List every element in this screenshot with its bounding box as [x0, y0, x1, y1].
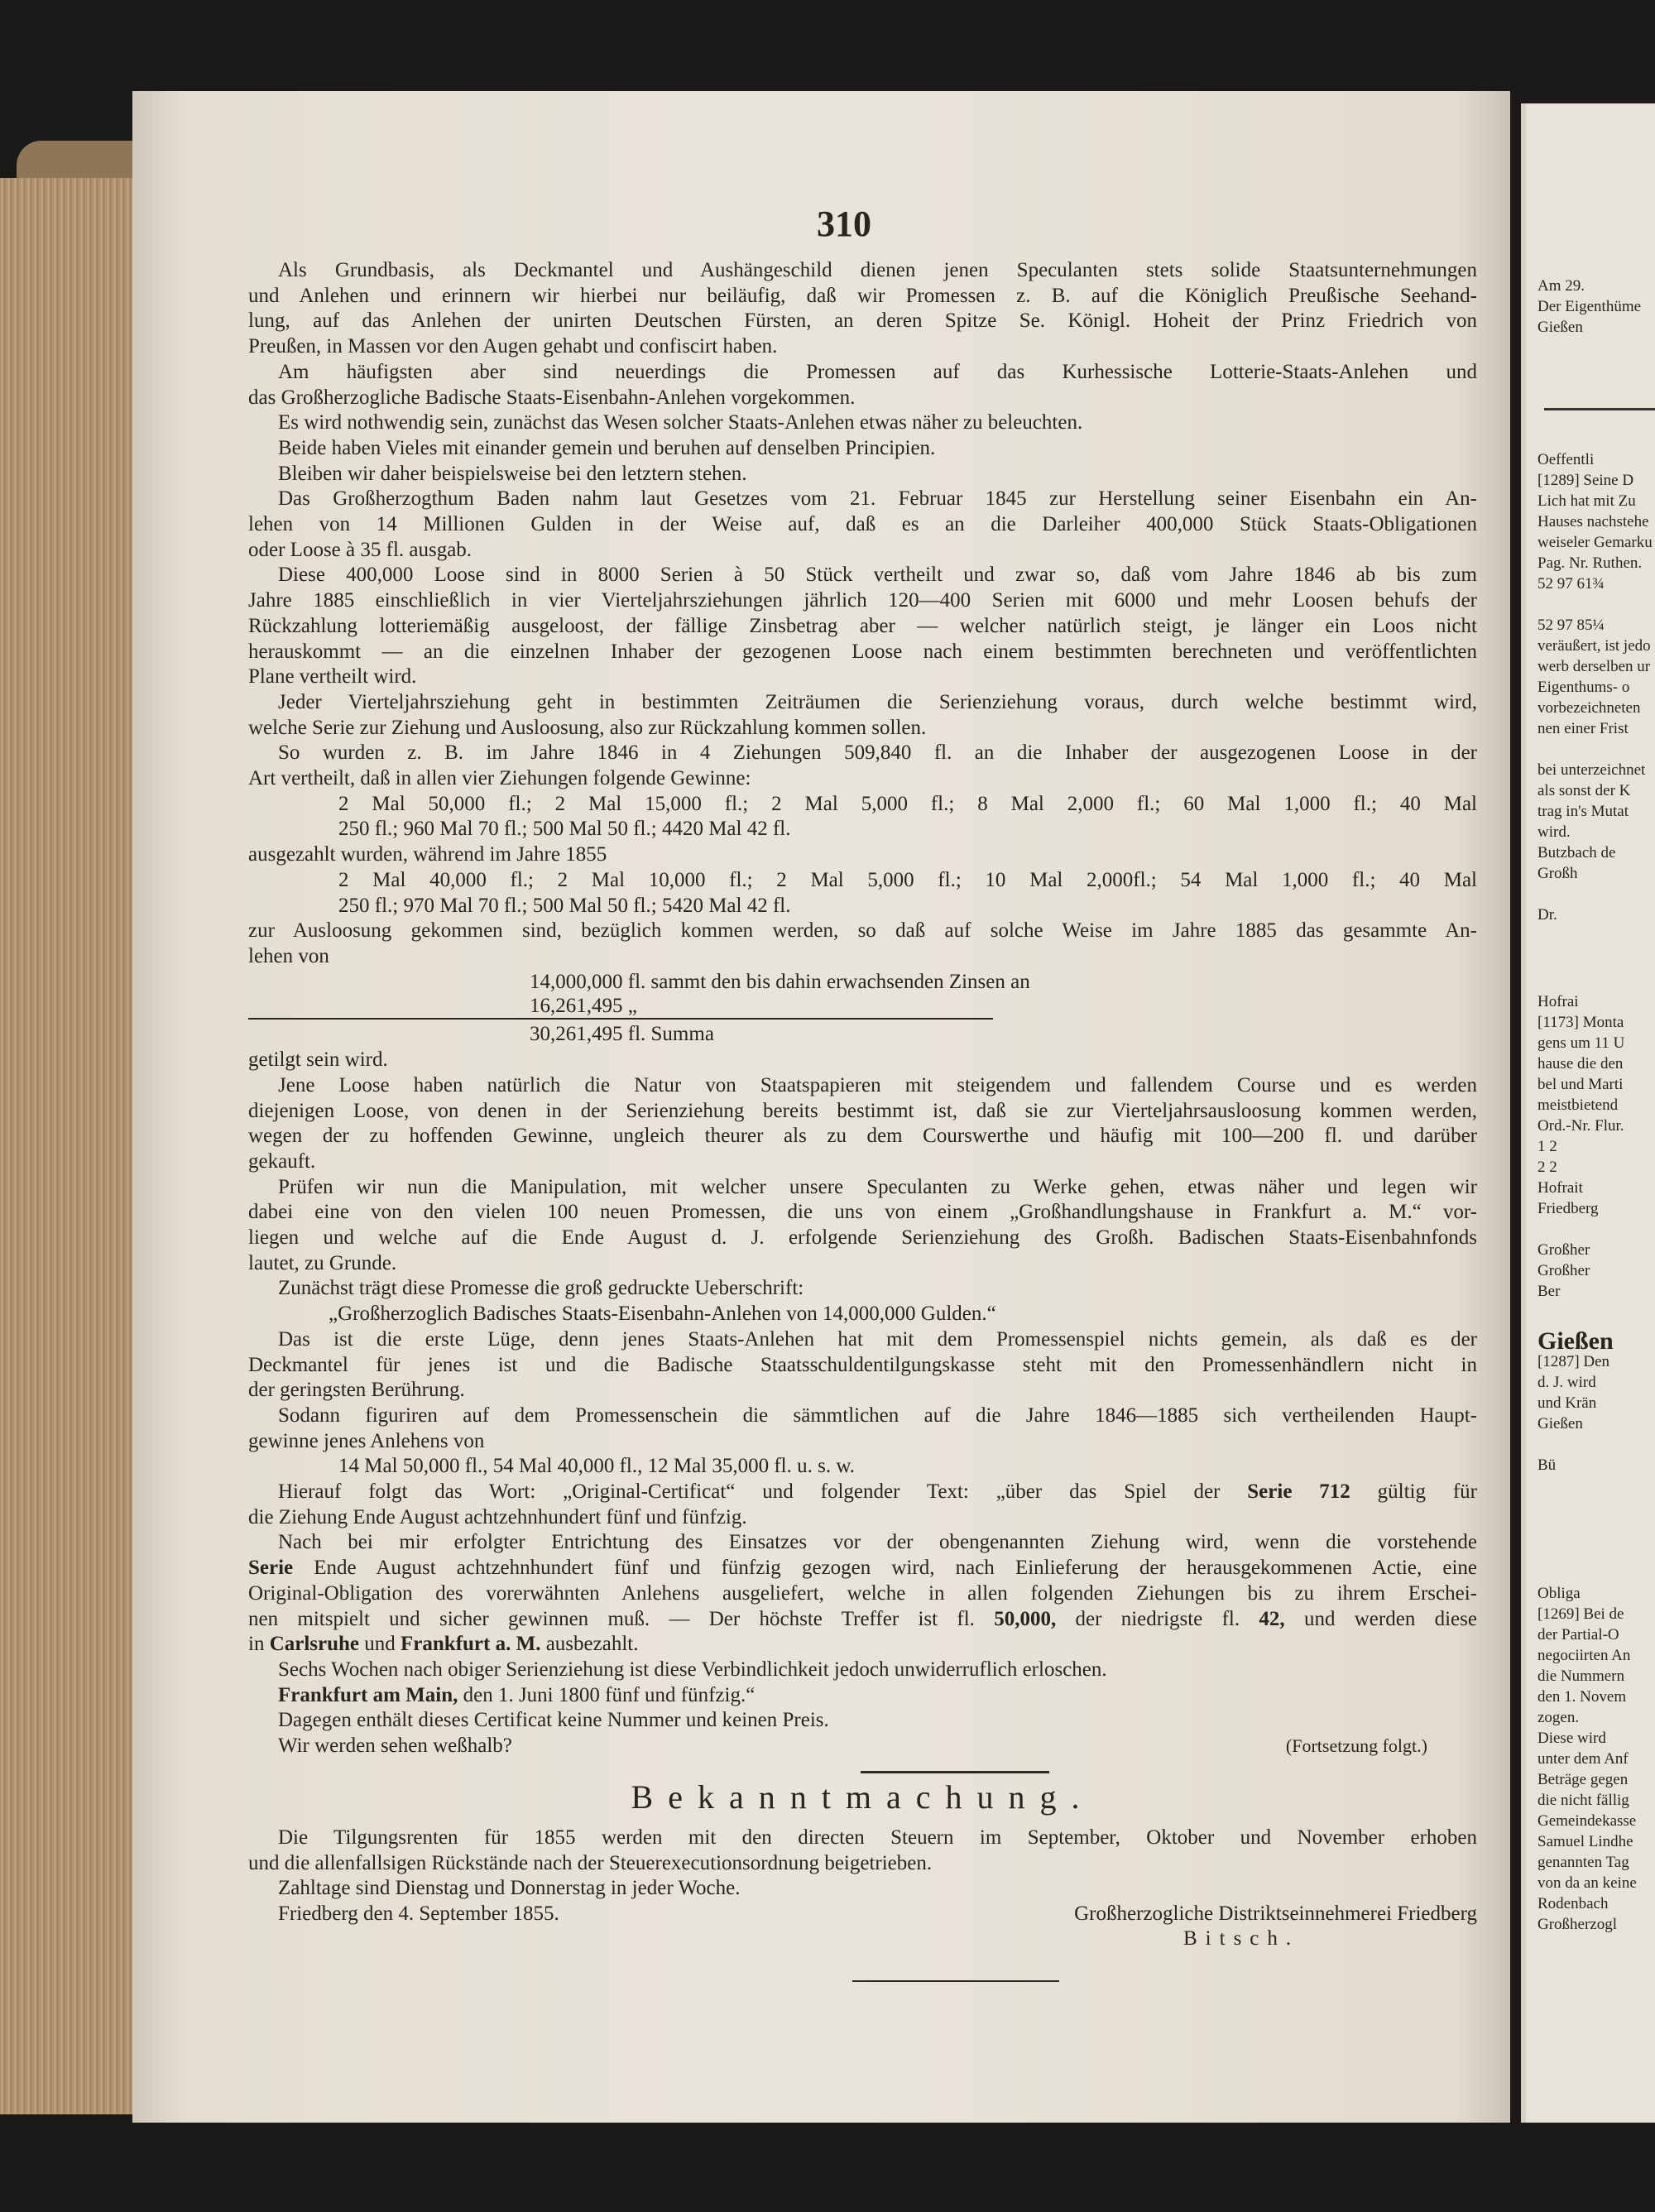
text-line: Dagegen enthält dieses Certificat keine Nummer und keinen Preis. [278, 1709, 829, 1732]
adjacent-page-column [1537, 1583, 1637, 1935]
end-divider [852, 1980, 1059, 1982]
paragraph [248, 1683, 1477, 1709]
text-line: Am häufigsten aber sind neuerdings die Promessen auf das Kurhessische Lotterie-Staats-Anlehen und [278, 360, 1477, 383]
text-line: zur Ausloosung gekommen sind, bezüglich kommen werden, so daß auf solche Weise im Jahre 1885 das gesammte An- [248, 919, 1477, 943]
text-line: Art vertheilt, daß in allen vier Ziehungen folgende Gewinne: [248, 767, 751, 790]
text-run: und [359, 1633, 401, 1656]
text-line: „Großherzoglich Badisches Staats-Eisenbahn-Anlehen von 14,000,000 Gulden.“ [329, 1303, 996, 1326]
adjacent-page-line: weiseler Gemarku [1537, 534, 1653, 551]
text-line: 14 Mal 50,000 fl., 54 Mal 40,000 fl., 12 Mal 35,000 fl. u. s. w. [338, 1455, 856, 1478]
bold-text: Serie 712 [1247, 1480, 1350, 1504]
text-line: gekauft. [248, 1149, 316, 1173]
text-line: 250 fl.; 960 Mal 70 fl.; 500 Mal 50 fl.; 4420 Mal 42 fl. [338, 818, 791, 841]
text-line [248, 1480, 1477, 1505]
notice-line: Die Tilgungsrenten für 1855 werden mit den directen Steuern im September, Oktober und November erhoben [278, 1826, 1477, 1849]
adjacent-page-line: von da an keine [1537, 1874, 1637, 1892]
adjacent-page-line: Am 29. [1537, 277, 1585, 295]
text-line: Zunächst trägt diese Promesse die groß gedruckte Ueberschrift: [278, 1277, 804, 1300]
closing-row [248, 1734, 1477, 1759]
adjacent-page-line: Großherzogl [1537, 1916, 1618, 1933]
text-line: lehen von [248, 944, 329, 967]
text-line: oder Loose à 35 fl. ausgab. [248, 538, 473, 561]
text-line [248, 1632, 1477, 1658]
continuation-note: (Fortsetzung folgt.) [1285, 1735, 1427, 1757]
adjacent-page-line: genannten Tag [1537, 1854, 1629, 1871]
adjacent-page-line: die nicht fällig [1537, 1792, 1629, 1809]
adjacent-page-line: als sonst der K [1537, 782, 1631, 799]
notice-title: Bekanntmachung. [631, 1778, 1095, 1816]
bold-text: 50,000, [994, 1607, 1057, 1630]
text-line [248, 1556, 1477, 1581]
paragraph [248, 1073, 1477, 1175]
bold-text: Serie [248, 1557, 294, 1580]
paragraph [248, 1048, 1477, 1073]
adjacent-page-line: [1289] Seine D [1537, 472, 1634, 489]
adjacent-page-line: Großher [1537, 1262, 1590, 1279]
adjacent-page-line: Obliga [1537, 1585, 1581, 1602]
paragraph [248, 258, 1477, 360]
text-run: nen mitspielt und sicher gewinnen muß. — Der höchste Treffer ist fl. [248, 1607, 995, 1630]
text-line: Bleiben wir daher beispielsweise bei den letztern stehen. [278, 462, 747, 485]
notice-section [248, 1779, 1477, 1952]
adjacent-page-line [1537, 884, 1653, 904]
adjacent-page-line: Dr. [1537, 906, 1557, 924]
adjacent-page-line: Hofrait [1537, 1179, 1583, 1197]
notice-authority: Großherzogliche Distriktseinnehmerei Friedberg [1074, 1902, 1477, 1925]
adjacent-page-line: [1269] Bei de [1537, 1605, 1624, 1623]
adjacent-page-line [1537, 594, 1653, 615]
adjacent-page-line: veräußert, ist jedo [1537, 637, 1651, 655]
adjacent-page-line: Rodenbach [1537, 1895, 1609, 1912]
text-line: die Ziehung Ende August achtzehnhundert fünf und fünfzig. [248, 1505, 747, 1528]
adjacent-page-line [1537, 739, 1653, 760]
text-run: den 1. Juni 1800 fünf und fünfzig.“ [458, 1683, 756, 1706]
paragraph [248, 741, 1477, 791]
text-line: 2 Mal 50,000 fl.; 2 Mal 15,000 fl.; 2 Mal 5,000 fl.; 8 Mal 2,000 fl.; 60 Mal 1,000 fl.; 40 Mal [338, 792, 1477, 815]
text-run: ausbezahlt. [540, 1633, 639, 1656]
text-line: Original-Obligation des vorerwähnten Anlehens ausgeliefert, welche in allen folgenden Ziehungen bis zu ihrem Erschei- [248, 1581, 1477, 1605]
adjacent-page-line: Bü [1537, 1456, 1557, 1474]
paragraph [248, 1302, 1477, 1327]
adjacent-page-column [1537, 276, 1641, 338]
paragraph [248, 690, 1477, 741]
adjacent-page-line: Beträge gegen [1537, 1771, 1629, 1788]
paragraph [248, 360, 1477, 410]
text-line: Deckmantel für jenes ist und die Badische Staatsschuldentilgungskasse steht mit den Promessenhändlern nicht in [248, 1353, 1477, 1376]
text-line: Es wird nothwendig sein, zunächst das Wesen solcher Staats-Anlehen etwas näher zu beleuchten. [278, 411, 1083, 434]
text-line [248, 1607, 1477, 1633]
text-line: gewinne jenes Anlehens von [248, 1429, 485, 1452]
adjacent-page-line: negociirten An [1537, 1647, 1631, 1664]
adjacent-page-line: 52 97 61¾ [1537, 575, 1605, 593]
paragraph [248, 410, 1477, 436]
text-line: der geringsten Berührung. [248, 1379, 465, 1402]
adjacent-page-line: Samuel Lindhe [1537, 1833, 1633, 1850]
text-line: liegen und welche auf die Ende August d. J. erfolgende Serienziehung des Großh. Badischen Staats-Eisenbahnfonds [248, 1226, 1477, 1250]
adjacent-page-line: 52 97 85¼ [1537, 617, 1605, 634]
adjacent-page-line: die Nummern [1537, 1667, 1625, 1685]
adjacent-page-line: 1 2 [1537, 1138, 1557, 1155]
text-line: diejenigen Loose, von denen in der Serienziehung bereits bestimmt ist, daß sie zur Vierteljahrsausloosung kommen werden, [248, 1099, 1477, 1122]
adjacent-page-line: unter dem Anf [1537, 1750, 1629, 1768]
bold-text: 42, [1259, 1607, 1285, 1630]
adjacent-page-line: Ber [1537, 1283, 1561, 1300]
text-line: Sodann figuriren auf dem Promessenschein die sämmtlichen auf die Jahre 1846—1885 sich vertheilenden Haupt- [278, 1403, 1477, 1427]
text-line [248, 1683, 1477, 1709]
paragraph [248, 1530, 1477, 1658]
closing-line: Wir werden sehen weßhalb? [278, 1735, 512, 1758]
notice-line: und die allenfallsigen Rückstände nach der Steuerexecutionsordnung beigetrieben. [248, 1851, 933, 1874]
paragraph [248, 868, 1477, 919]
notice-line: Zahltage sind Dienstag und Donnerstag in jeder Woche. [278, 1877, 741, 1899]
text-line: getilgt sein wird. [248, 1048, 388, 1072]
book-page-edges [0, 178, 137, 2114]
adjacent-page-line: Friedberg [1537, 1200, 1599, 1217]
page-number: 310 [817, 204, 871, 244]
text-line: lautet, zu Grunde. [248, 1251, 397, 1274]
text-line: Jene Loose haben natürlich die Natur von Staatspapieren mit steigendem und fallendem Course und es werden [278, 1073, 1477, 1096]
paragraph [248, 919, 1477, 969]
article-body [248, 258, 1477, 1759]
adjacent-page-line: trag in's Mutat [1537, 803, 1629, 820]
adjacent-page-fragment [1521, 103, 1655, 2123]
adjacent-page-rule [1544, 408, 1655, 410]
adjacent-page-line: vorbezeichneten [1537, 699, 1641, 717]
text-line: Sechs Wochen nach obiger Serienziehung ist diese Verbindlichkeit jedoch unwiderruflich erloschen. [278, 1658, 1107, 1681]
paragraph [248, 1708, 1477, 1734]
adjacent-page-line: der Partial-O [1537, 1626, 1619, 1643]
text-line: Das ist die erste Lüge, denn jenes Staats-Anlehen hat mit dem Promessenspiel nichts gemein, als daß es der [278, 1327, 1477, 1351]
adjacent-page-line: zogen. [1537, 1709, 1580, 1726]
adjacent-page-line [1537, 1219, 1624, 1240]
text-line: herauskommt — an die einzelnen Inhaber der gezogenen Loose nach einem bestimmten berechneten und veröffentlichten [248, 640, 1477, 663]
adjacent-page-line: Pag. Nr. Ruthen. [1537, 554, 1643, 572]
adjacent-page-line: Butzbach de [1537, 844, 1616, 861]
paragraph [248, 1327, 1477, 1403]
adjacent-page-line: [1287] Den [1537, 1353, 1610, 1370]
adjacent-page-line: werb derselben ur [1537, 658, 1651, 675]
text-run: und werden diese [1284, 1607, 1477, 1630]
paragraph [248, 1480, 1477, 1530]
adjacent-page-line: Hauses nachstehe [1537, 513, 1649, 530]
text-line: Prüfen wir nun die Manipulation, mit welcher unsere Speculanten zu Werke gehen, etwas näher und legen wir [278, 1175, 1477, 1198]
text-line: Diese 400,000 Loose sind in 8000 Serien à 50 Stück vertheilt und zwar so, daß vom Jahre 1846 ab bis zum [278, 564, 1477, 587]
paragraph [248, 792, 1477, 842]
text-run: in [248, 1633, 270, 1656]
adjacent-page-column [1537, 449, 1653, 925]
section-divider [861, 1771, 1049, 1773]
text-line: So wurden z. B. im Jahre 1846 in 4 Ziehungen 509,840 fl. an die Inhaber der ausgezogenen Loose in der [278, 741, 1477, 765]
adjacent-page-line: bel und Marti [1537, 1076, 1624, 1093]
text-line: wegen der zu hoffenden Gewinne, ungleich theurer als zu dem Courswerthe und häufig mit 100—200 fl. und darüber [248, 1125, 1477, 1148]
adjacent-page-line: den 1. Novem [1537, 1688, 1627, 1706]
paragraph [248, 1454, 1477, 1480]
adjacent-page-line: Gießen [1537, 1415, 1583, 1432]
text-line: Das Großherzogthum Baden nahm laut Gesetzes vom 21. Februar 1845 zur Herstellung seiner Eisenbahn ein An- [278, 487, 1477, 511]
adjacent-page-line: 2 2 [1537, 1159, 1557, 1176]
text-line: 250 fl.; 970 Mal 70 fl.; 500 Mal 50 fl.; 5420 Mal 42 fl. [338, 894, 791, 917]
adjacent-page-line: d. J. wird [1537, 1374, 1596, 1391]
adjacent-page-line: Gemeindekasse [1537, 1812, 1637, 1830]
adjacent-page-line: wird. [1537, 823, 1571, 841]
text-run: gültig für [1350, 1480, 1477, 1504]
adjacent-page-line: Großh [1537, 865, 1578, 882]
adjacent-page-line: Lich hat mit Zu [1537, 492, 1636, 510]
paragraph [248, 563, 1477, 690]
notice-place-date: Friedberg den 4. September 1855. [278, 1902, 559, 1925]
paragraph [248, 1175, 1477, 1277]
text-run: der niedrigste fl. [1056, 1607, 1259, 1630]
text-run: Hierauf folgt das Wort: „Original-Certificat“ und folgender Text: „über das Spiel der [278, 1480, 1248, 1504]
text-line: Nach bei mir erfolgter Entrichtung des Einsatzes vor der obengenannten Ziehung wird, wenn die vorstehende [278, 1531, 1477, 1554]
text-line: lung, auf das Anlehen der unirten Deutschen Fürsten, an deren Spitze Se. Königl. Hoheit der Prinz Friedrich von [248, 309, 1477, 333]
text-line: Preußen, in Massen vor den Augen gehabt und confiscirt haben. [248, 335, 778, 358]
text-line: welche Serie zur Ziehung und Ausloosung, also zur Rückzahlung kommen sollen. [248, 716, 927, 739]
paragraph [248, 436, 1477, 462]
adjacent-page-line: Gießen [1537, 319, 1583, 336]
adjacent-page-line: Ord.-Nr. Flur. [1537, 1117, 1624, 1135]
paragraph [248, 970, 1477, 1048]
adjacent-page-line: gens um 11 U [1537, 1034, 1625, 1052]
adjacent-page-line [1537, 1434, 1614, 1455]
text-line: lehen von 14 Millionen Gulden in der Weise auf, daß es an die Darleiher 400,000 Stück Staats-Obligationen [248, 513, 1477, 536]
text-line: Jahre 1885 einschließlich in vier Vierteljahrsziehungen jährlich 120—400 Serien mit 6000 und mehr Loosen behufs der [248, 589, 1477, 612]
text-line: 14,000,000 fl. sammt den bis dahin erwachsenden Zinsen an [530, 970, 1030, 993]
bold-text: Frankfurt am Main, [278, 1683, 458, 1706]
adjacent-page-line: und Krän [1537, 1394, 1597, 1412]
adjacent-page-line: Diese wird [1537, 1730, 1606, 1747]
text-run: Ende August achtzehnhundert fünf und fünfzig gezogen wird, nach Einlieferung der herausgekommenen Actie, eine [293, 1557, 1477, 1580]
adjacent-page-line: Hofrai [1537, 993, 1579, 1010]
adjacent-page-line: Großher [1537, 1241, 1590, 1259]
text-line: Als Grundbasis, als Deckmantel und Aushängeschild dienen jenen Speculanten stets solide Staatsunternehmungen [278, 259, 1477, 281]
text-line: 2 Mal 40,000 fl.; 2 Mal 10,000 fl.; 2 Mal 5,000 fl.; 10 Mal 2,000fl.; 54 Mal 1,000 fl.; 40 Mal [338, 868, 1477, 891]
bold-text: Frankfurt a. M. [401, 1633, 541, 1656]
adjacent-page-line: Eigenthums- o [1537, 679, 1630, 696]
adjacent-page-line: meistbietend [1537, 1096, 1619, 1114]
text-line: ausgezahlt wurden, während im Jahre 1855 [248, 843, 607, 866]
paragraph [248, 842, 1477, 868]
paragraph [248, 1403, 1477, 1454]
text-line: Beide haben Vieles mit einander gemein und beruhen auf denselben Principien. [278, 436, 936, 459]
paragraph [248, 487, 1477, 563]
text-line: das Großherzogliche Badische Staats-Eisenbahn-Anlehen vorgekommen. [248, 386, 856, 409]
notice-signature: Bitsch. [1183, 1927, 1300, 1950]
adjacent-page-line: [1173] Monta [1537, 1014, 1624, 1031]
notice-signature-row [248, 1902, 1477, 1927]
text-line: 16,261,495 „ [248, 995, 993, 1020]
paragraph [248, 462, 1477, 487]
adjacent-page-line: Gießen [1537, 1327, 1614, 1355]
adjacent-page-line: Der Eigenthüme [1537, 298, 1642, 315]
text-line: 30,261,495 fl. Summa [530, 1023, 714, 1046]
adjacent-page-column [1537, 991, 1624, 1302]
text-line: und Anlehen und erinnern wir hierbei nur beiläufig, daß wir Promessen z. B. auf die Königlich Preußische Seehand- [248, 284, 1477, 307]
paragraph [248, 1658, 1477, 1683]
adjacent-page-line: hause die den [1537, 1055, 1624, 1072]
text-line: Jeder Vierteljahrsziehung geht in bestimmten Zeiträumen die Serienziehung voraus, durch welche bestimmt wird, [278, 690, 1477, 713]
adjacent-page-column [1537, 1327, 1614, 1475]
adjacent-page-line: Oeffentli [1537, 451, 1595, 468]
bold-text: Carlsruhe [269, 1633, 360, 1656]
text-line: Plane vertheilt wird. [248, 665, 417, 689]
text-line: dabei eine von den vielen 100 neuen Promessen, die uns von einem „Großhandlungshause in Frankfurt a. M.“ vor- [248, 1201, 1477, 1224]
adjacent-page-line: nen einer Frist [1537, 720, 1629, 737]
adjacent-page-line: bei unterzeichnet [1537, 761, 1646, 779]
paragraph [248, 1276, 1477, 1302]
text-line: Rückzahlung lotteriemäßig ausgeloost, der fällige Zinsbetrag aber — welcher natürlich steigt, je länger ein Loos nicht [248, 614, 1477, 637]
